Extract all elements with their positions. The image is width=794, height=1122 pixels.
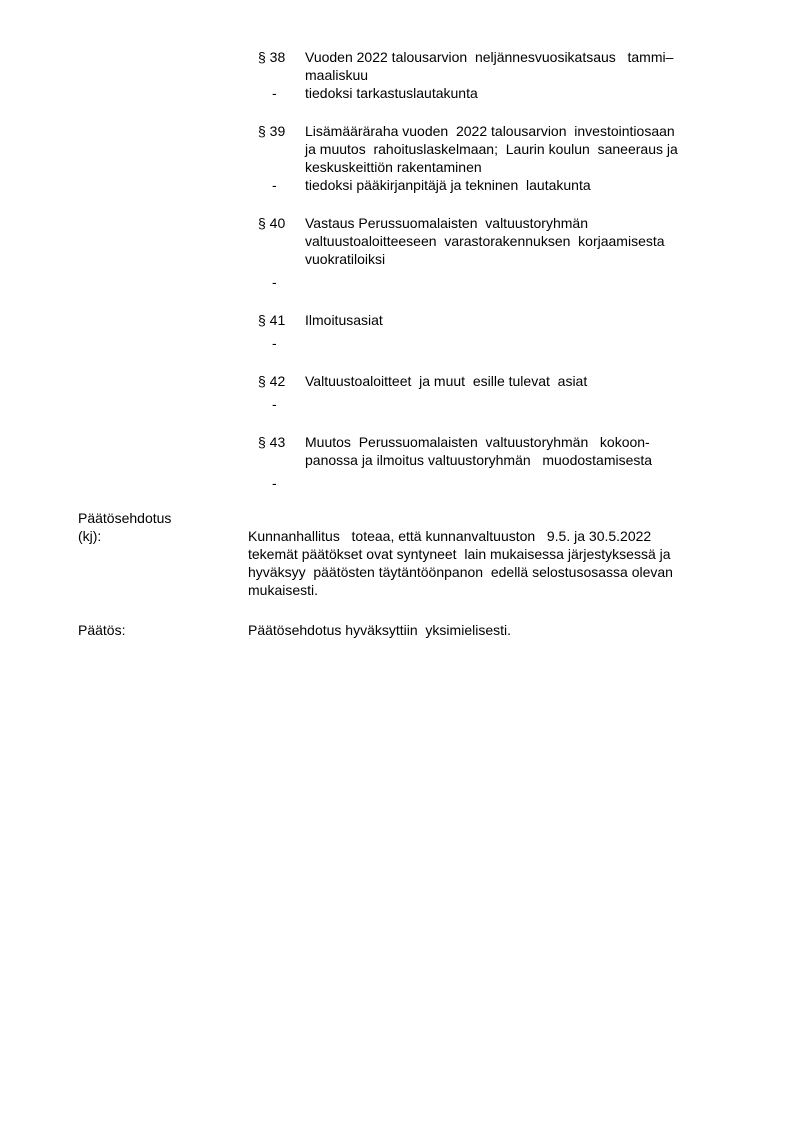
- agenda-title-line: maaliskuu: [305, 67, 369, 83]
- agenda-item-title: [305, 48, 733, 84]
- section-number: § 39: [258, 123, 286, 139]
- agenda-title-line: Vastaus Perussuomalaisten valtuustoryhmän: [305, 215, 588, 231]
- decision-result-block: [78, 621, 758, 639]
- decision-proposal-label-line: Päätösehdotus: [78, 510, 172, 526]
- agenda-subitem-line: tiedoksi tarkastuslautakunta: [305, 85, 478, 101]
- agenda-subitem-row: [258, 176, 733, 194]
- decision-proposal-text-line: hyväksyy päätösten täytäntöönpanon edellä selostusosassa olevan: [248, 564, 673, 580]
- section-number: § 42: [258, 373, 286, 389]
- decision-proposal-block: [78, 509, 758, 599]
- agenda-subitem-row: [258, 474, 733, 492]
- section-number: § 43: [258, 434, 286, 450]
- agenda-title-line: keskuskeittiön rakentaminen: [305, 159, 482, 175]
- decision-proposal-label: [78, 509, 248, 545]
- agenda-item-title-row: [258, 433, 733, 469]
- agenda-item-title: [305, 122, 733, 176]
- agenda-list: [258, 48, 733, 512]
- agenda-title-line: Muutos Perussuomalaisten valtuustoryhmän kokoon-: [305, 434, 650, 450]
- agenda-subitem-text: [305, 176, 733, 194]
- dash-marker: -: [272, 335, 277, 351]
- agenda-item-title-row: [258, 122, 733, 176]
- decision-proposal-label-line: (kj):: [78, 528, 102, 544]
- agenda-item-43: [258, 433, 733, 492]
- section-number: § 41: [258, 312, 286, 328]
- agenda-item-title: [305, 214, 733, 268]
- agenda-title-line: panossa ja ilmoitus valtuustoryhmän muodostamisesta: [305, 452, 653, 468]
- decision-result-text: [248, 621, 748, 639]
- agenda-item-title-row: [258, 311, 733, 329]
- agenda-subitem-row: [258, 334, 733, 352]
- dash-marker: -: [272, 177, 277, 193]
- agenda-item-title-row: [258, 214, 733, 268]
- agenda-subitem-row: [258, 395, 733, 413]
- agenda-title-line: Valtuustoaloitteet ja muut esille tulevat asiat: [305, 373, 588, 389]
- agenda-item-title: [305, 433, 733, 469]
- agenda-item-title: [305, 372, 733, 390]
- agenda-subitem-row: [258, 273, 733, 291]
- dash-marker: -: [272, 396, 277, 412]
- dash-marker: -: [272, 85, 277, 101]
- agenda-title-line: valtuustoaloitteeseen varastorakennuksen korjaamisesta: [305, 233, 665, 249]
- decision-result-label: [78, 621, 248, 639]
- agenda-item-39: [258, 122, 733, 194]
- decision-proposal-text-line: mukaisesti.: [248, 582, 319, 598]
- agenda-title-line: ja muutos rahoituslaskelmaan; Laurin koulun saneeraus ja: [305, 141, 678, 157]
- agenda-item-40: [258, 214, 733, 291]
- section-number: § 38: [258, 49, 286, 65]
- agenda-subitem-text: [305, 84, 733, 102]
- agenda-item-42: [258, 372, 733, 413]
- decision-result-label-line: Päätös:: [78, 622, 126, 638]
- dash-marker: -: [272, 274, 277, 290]
- section-number: § 40: [258, 215, 286, 231]
- decision-result-text-line: Päätösehdotus hyväksyttiin yksimielisesti.: [248, 622, 511, 638]
- agenda-item-38: [258, 48, 733, 102]
- agenda-title-line: vuokratiloiksi: [305, 251, 386, 267]
- agenda-title-line: Ilmoitusasiat: [305, 312, 383, 328]
- agenda-item-title-row: [258, 372, 733, 390]
- agenda-item-title-row: [258, 48, 733, 84]
- agenda-subitem-row: [258, 84, 733, 102]
- decision-proposal-text-line: tekemät päätökset ovat syntyneet lain mukaisessa järjestyksessä ja: [248, 546, 671, 562]
- agenda-item-41: [258, 311, 733, 352]
- agenda-item-title: [305, 311, 733, 329]
- agenda-title-line: Lisämääräraha vuoden 2022 talousarvion investointiosaan: [305, 123, 675, 139]
- decision-proposal-text-line: Kunnanhallitus toteaa, että kunnanvaltuuston 9.5. ja 30.5.2022: [248, 528, 652, 544]
- decision-section: [78, 509, 758, 661]
- agenda-title-line: Vuoden 2022 talousarvion neljännesvuosikatsaus tammi–: [305, 49, 674, 65]
- dash-marker: -: [272, 475, 277, 491]
- decision-proposal-text: [248, 509, 748, 599]
- agenda-subitem-line: tiedoksi pääkirjanpitäjä ja tekninen lautakunta: [305, 177, 591, 193]
